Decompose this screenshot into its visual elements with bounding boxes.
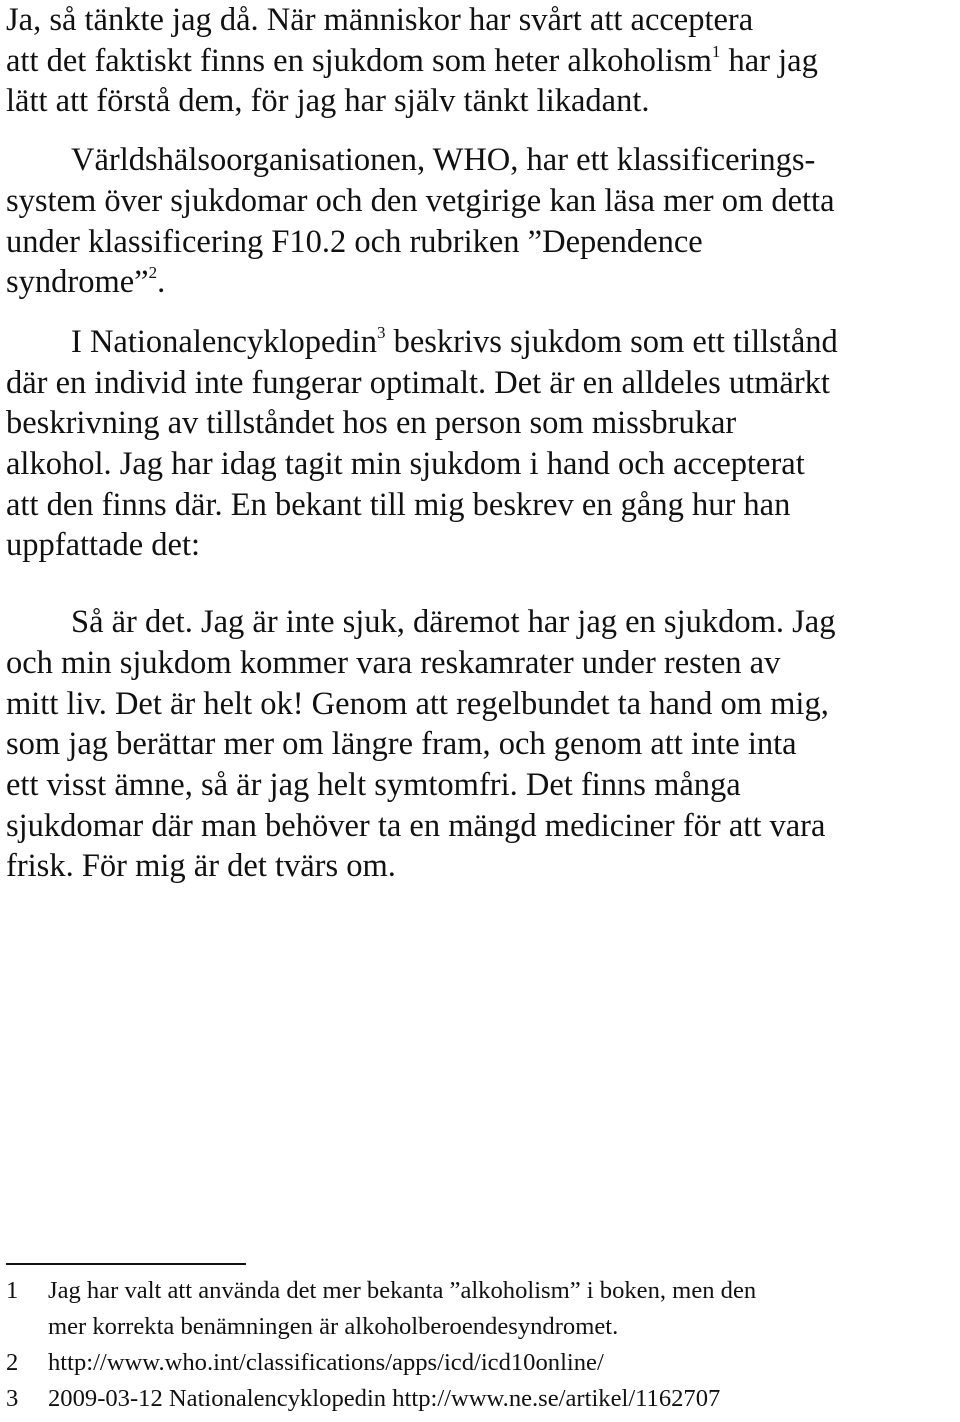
- paragraph-line: lätt att förstå dem, för jag har själv tänkt likadant.: [6, 83, 650, 120]
- line-text: beskrivs sjukdom som ett tillstånd: [385, 323, 838, 360]
- line-text: I Nationalencyklopedin: [71, 323, 377, 360]
- footnote-ref-3[interactable]: 3: [376, 322, 386, 342]
- footnote-text[interactable]: 2009-03-12 Nationalencyklopedin http://www.ne.se/artikel/1162707: [48, 1385, 721, 1412]
- paragraph-line: mitt liv. Det är helt ok! Genom att regelbundet ta hand om mig,: [6, 685, 829, 722]
- paragraph-line: som jag berättar mer om längre fram, och genom att inte inta: [6, 726, 797, 763]
- footnote-number: 1: [6, 1277, 19, 1304]
- paragraph-line: där en individ inte fungerar optimalt. Det är en alldeles utmärkt: [6, 364, 830, 401]
- paragraph-line: system över sjukdomar och den vetgirige kan läsa mer om detta: [6, 182, 835, 219]
- footnote-number: 3: [6, 1385, 19, 1412]
- paragraph-line: Världshälsoorganisationen, WHO, har ett klassificerings-: [71, 142, 816, 179]
- paragraph-line: frisk. För mig är det tvärs om.: [6, 848, 396, 885]
- paragraph-line: beskrivning av tillståndet hos en person som missbrukar: [6, 405, 737, 442]
- footnote-text: Jag har valt att använda det mer bekanta ”alkoholism” i boken, men den: [48, 1277, 757, 1304]
- document-body: [6, 0, 958, 887]
- footnote-number: 2: [6, 1349, 19, 1376]
- footnote-1-continuation: mer korrekta benämningen är alkoholberoendesyndromet.: [48, 1313, 619, 1340]
- footnotes: [6, 1273, 958, 1417]
- line-text: har jag: [720, 42, 818, 79]
- footnote-separator: [6, 1263, 246, 1265]
- line-text: .: [157, 264, 166, 301]
- paragraph-2: [6, 140, 958, 303]
- footnote-ref-1[interactable]: 1: [711, 41, 721, 61]
- paragraph-3: [6, 322, 958, 566]
- paragraph-line: sjukdomar där man behöver ta en mängd mediciner för att vara: [6, 807, 826, 844]
- paragraph-line: Så är det. Jag är inte sjuk, däremot har jag en sjukdom. Jag: [71, 604, 836, 641]
- paragraph-line: [6, 322, 958, 363]
- line-text: att det faktiskt finns en sjukdom som heter alkoholism: [6, 42, 712, 79]
- paragraph-line: och min sjukdom kommer vara reskamrater under resten av: [6, 644, 781, 681]
- footnote-ref-2[interactable]: 2: [148, 263, 158, 283]
- paragraph-line: ett visst ämne, så är jag helt symtomfri. Det finns många: [6, 766, 741, 803]
- paragraph-line: Ja, så tänkte jag då. När människor har svårt att acceptera: [6, 2, 754, 38]
- footnote-2: [6, 1345, 958, 1381]
- paragraph-1: [6, 0, 958, 122]
- paragraph-4: [6, 602, 958, 887]
- paragraph-line: [6, 262, 958, 303]
- paragraph-line: uppfattade det:: [6, 527, 201, 564]
- paragraph-line: [6, 41, 958, 82]
- footnote-link[interactable]: http://www.who.int/classifications/apps/icd/icd10online/: [48, 1349, 604, 1376]
- footnote-3: [6, 1381, 958, 1417]
- footnote-1: [6, 1273, 958, 1309]
- paragraph-line: under klassificering F10.2 och rubriken ”Dependence: [6, 223, 703, 260]
- paragraph-line: att den finns där. En bekant till mig beskrev en gång hur han: [6, 486, 791, 523]
- paragraph-line: alkohol. Jag har idag tagit min sjukdom i hand och accepterat: [6, 446, 805, 483]
- line-text: syndrome”: [6, 264, 149, 301]
